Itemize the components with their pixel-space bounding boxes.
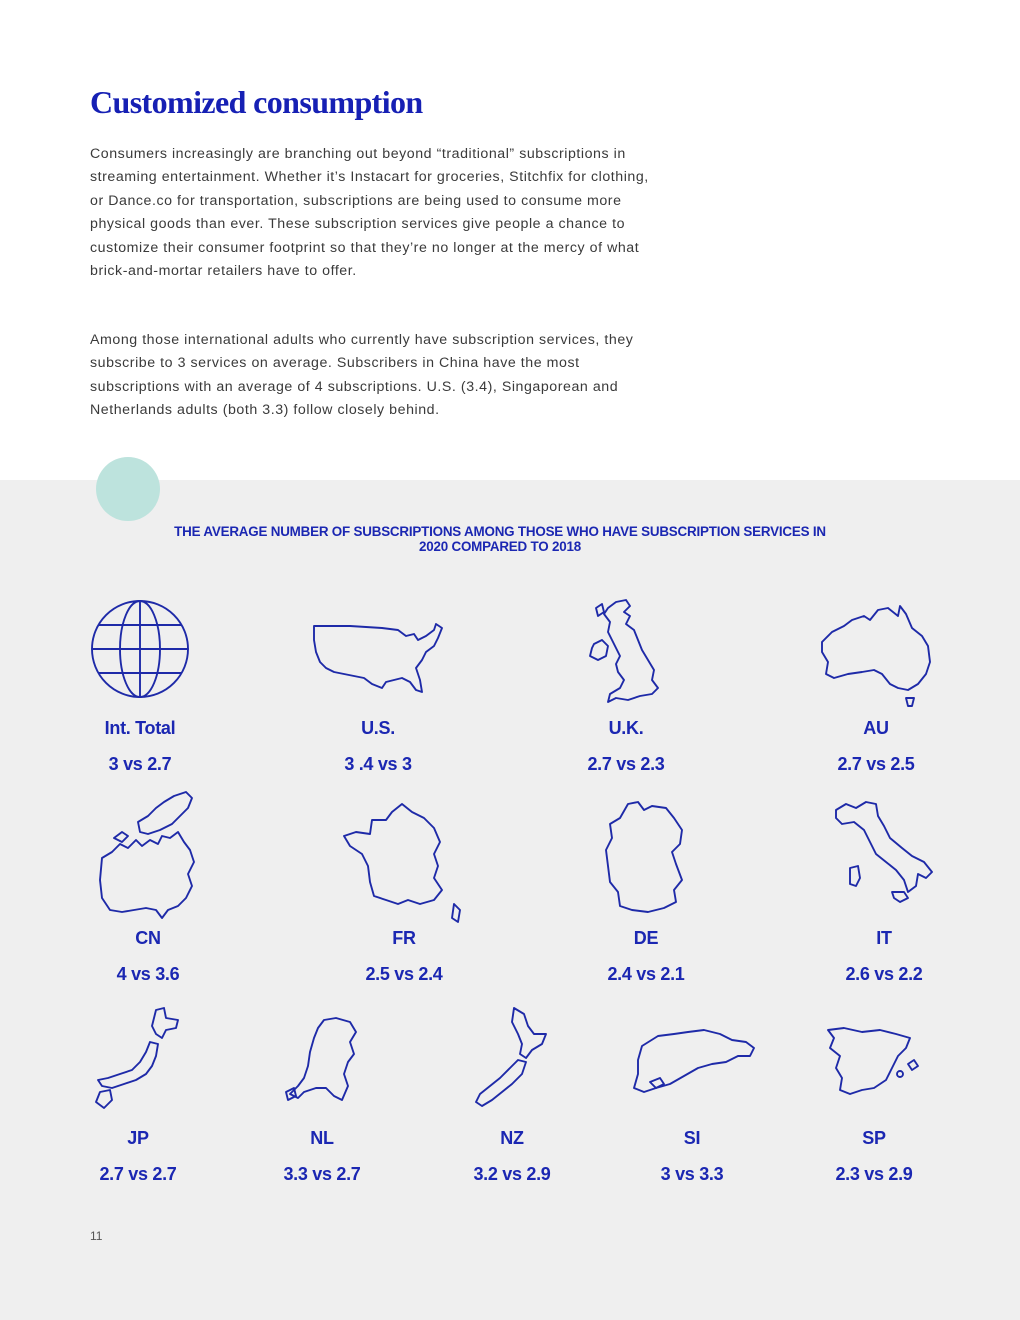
page-title: Customized consumption xyxy=(90,84,423,120)
country-label: NL xyxy=(310,1128,334,1148)
japan-map-icon xyxy=(92,1004,184,1112)
page-number: 11 xyxy=(90,1229,103,1243)
stats-paragraph: Among those international adults who currently have subscription services, they subscribe to 3 services on average. Subscribers in China have the most subscriptions with an average of 4 subscriptions. U.S. (3.4), Singaporean and Netherlands adults (both 3.3) follow closely behind. xyxy=(90,332,634,419)
country-value: 2.5 vs 2.4 xyxy=(365,964,443,984)
country-label: SI xyxy=(683,1128,701,1148)
country-label: SP xyxy=(862,1128,886,1148)
globe-icon xyxy=(90,598,190,702)
country-value: 3.3 vs 2.7 xyxy=(283,1164,361,1184)
uk-map-icon xyxy=(586,598,666,708)
cn-map-icon xyxy=(98,788,198,920)
country-value: 2.7 vs 2.3 xyxy=(587,754,665,774)
country-label: U.K. xyxy=(608,718,644,738)
us-map-icon xyxy=(310,618,446,698)
germany-map-icon xyxy=(602,800,690,916)
country-label: NZ xyxy=(500,1128,524,1148)
country-label: DE xyxy=(633,928,659,948)
country-value: 2.3 vs 2.9 xyxy=(835,1164,913,1184)
intro-paragraph: Consumers increasingly are branching out beyond “traditional” subscriptions in streaming entertainment. Whether it’s Instacart for groceries, Stitchfix for clothing, or Dance.co for transportation, subscriptions are being used to consume more physical goods than ever. These subscription services give people a chance to customize their consumer footprint so that they’re no longer at the mercy of what brick-and-mortar retailers have to offer. xyxy=(90,146,649,280)
france-map-icon xyxy=(342,800,466,934)
new-zealand-map-icon xyxy=(472,1004,552,1108)
country-value: 3 .4 vs 3 xyxy=(344,754,412,774)
country-label: FR xyxy=(392,928,416,948)
country-value: 4 vs 3.6 xyxy=(116,964,180,984)
country-label: JP xyxy=(127,1128,149,1148)
spain-map-icon xyxy=(824,1024,924,1100)
country-value: 2.7 vs 2.5 xyxy=(837,754,915,774)
country-value: 3 vs 3.3 xyxy=(660,1164,724,1184)
country-value: 2.6 vs 2.2 xyxy=(845,964,923,984)
decorative-circle xyxy=(96,457,160,521)
country-label: Int. Total xyxy=(104,718,176,738)
chart-title: THE AVERAGE NUMBER OF SUBSCRIPTIONS AMONG THOSE WHO HAVE SUBSCRIPTION SERVICES IN 2020 COMPARED TO 2018 xyxy=(174,524,826,554)
country-label: IT xyxy=(876,928,892,948)
italy-map-icon xyxy=(832,796,936,912)
singapore-map-icon xyxy=(628,1026,756,1098)
country-label: U.S. xyxy=(361,718,395,738)
country-value: 2.7 vs 2.7 xyxy=(99,1164,177,1184)
country-value: 2.4 vs 2.1 xyxy=(607,964,685,984)
australia-map-icon xyxy=(818,604,934,716)
netherlands-map-icon xyxy=(284,1016,360,1106)
country-value: 3.2 vs 2.9 xyxy=(473,1164,551,1184)
country-label: AU xyxy=(863,718,889,738)
country-label: CN xyxy=(135,928,161,948)
country-value: 3 vs 2.7 xyxy=(108,754,172,774)
